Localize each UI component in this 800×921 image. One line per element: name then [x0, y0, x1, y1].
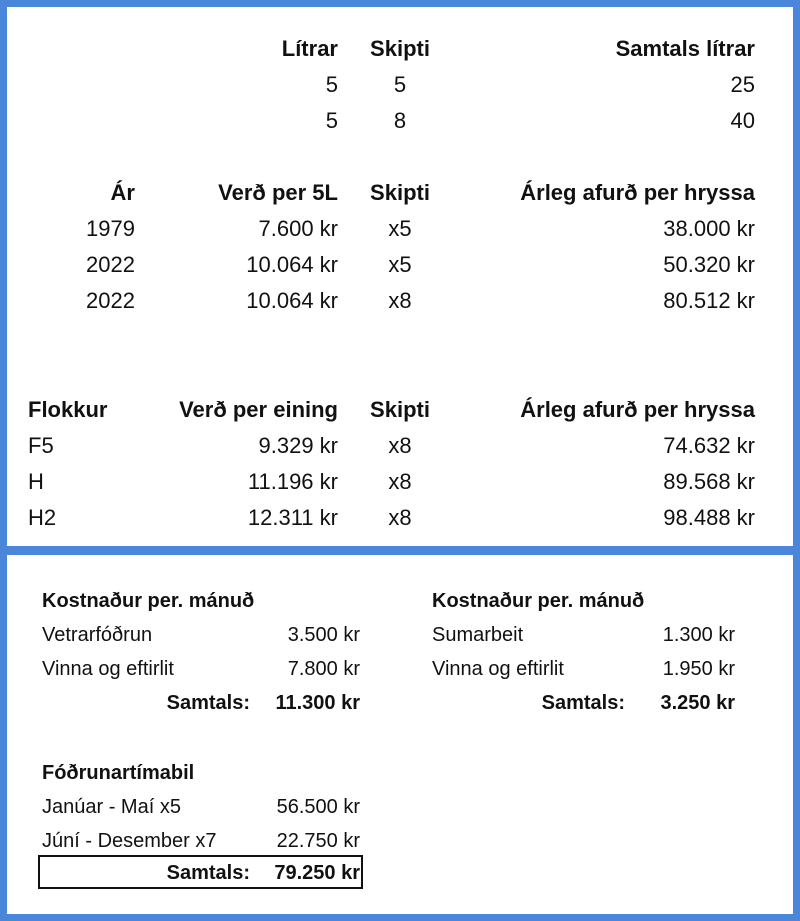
- cost-label: Vinna og eftirlit: [432, 658, 564, 680]
- table-cell: 7.600 kr: [258, 216, 338, 241]
- table-cell: 1979: [86, 216, 135, 241]
- table-cell: 2022: [86, 252, 135, 277]
- table-cell: x8: [388, 505, 412, 530]
- table-cell: F5: [28, 433, 54, 458]
- table-cell: 10.064 kr: [246, 288, 338, 313]
- section-divider: [0, 546, 800, 555]
- total-liters-header: Samtals lítrar: [615, 36, 755, 61]
- cost-value: 7.800 kr: [287, 658, 360, 680]
- annual-yield-header: Árleg afurð per hryssa: [520, 180, 755, 205]
- total-value: 79.250 kr: [274, 862, 360, 884]
- swaps-header: Skipti: [370, 397, 430, 422]
- table-cell: 2022: [86, 288, 135, 313]
- swaps-header: Skipti: [370, 36, 430, 61]
- cost-value: 1.950 kr: [662, 658, 735, 680]
- table-cell: 12.311 kr: [247, 505, 338, 530]
- table-cell: x8: [388, 469, 412, 494]
- price-header: Verð per 5L: [218, 180, 338, 205]
- period-label: Janúar - Maí x5: [42, 796, 181, 818]
- block-title: Kostnaður per. mánuð: [42, 590, 255, 612]
- block-title: Fóðrunartímabil: [42, 762, 195, 784]
- period-value: 56.500 kr: [276, 796, 360, 818]
- table-cell: 98.488 kr: [663, 505, 755, 530]
- period-value: 22.750 kr: [276, 830, 360, 852]
- table-cell: 10.064 kr: [246, 252, 338, 277]
- table-cell: x5: [388, 252, 412, 277]
- cost-label: Vinna og eftirlit: [42, 658, 174, 680]
- table-cell: 5: [325, 72, 338, 97]
- table-cell: H: [28, 469, 44, 494]
- table-cell: x8: [388, 433, 412, 458]
- unit-price-header: Verð per eining: [179, 397, 338, 422]
- block-title: Kostnaður per. mánuð: [432, 590, 645, 612]
- table-cell: 40: [730, 108, 755, 133]
- cost-value: 1.300 kr: [662, 624, 735, 646]
- category-header: Flokkur: [28, 397, 108, 422]
- total-label: Samtals:: [541, 692, 625, 714]
- table-cell: 89.568 kr: [663, 469, 755, 494]
- period-label: Júní - Desember x7: [42, 830, 217, 852]
- cost-label: Vetrarfóðrun: [42, 624, 153, 646]
- table-cell: 25: [730, 72, 755, 97]
- total-value: 3.250 kr: [660, 692, 735, 714]
- swaps-header: Skipti: [370, 180, 430, 205]
- year-header: Ár: [110, 180, 135, 205]
- table-cell: 5: [325, 108, 338, 133]
- table-cell: 50.320 kr: [663, 252, 755, 277]
- table-cell: 9.329 kr: [258, 433, 338, 458]
- total-value: 11.300 kr: [275, 692, 360, 714]
- table-cell: 11.196 kr: [247, 469, 338, 494]
- table-cell: H2: [28, 505, 57, 530]
- table-cell: 38.000 kr: [663, 216, 755, 241]
- table-cell: x8: [388, 288, 412, 313]
- cost-value: 3.500 kr: [287, 624, 360, 646]
- table-cell: 8: [393, 108, 407, 133]
- total-label: Samtals:: [166, 862, 250, 884]
- table-cell: 5: [393, 72, 407, 97]
- table-cell: x5: [388, 216, 412, 241]
- liters-header: Lítrar: [281, 36, 338, 61]
- cost-label: Sumarbeit: [432, 624, 524, 646]
- total-label: Samtals:: [166, 692, 250, 714]
- annual-yield-header: Árleg afurð per hryssa: [520, 397, 755, 422]
- table-cell: 80.512 kr: [663, 288, 755, 313]
- table-cell: 74.632 kr: [663, 433, 755, 458]
